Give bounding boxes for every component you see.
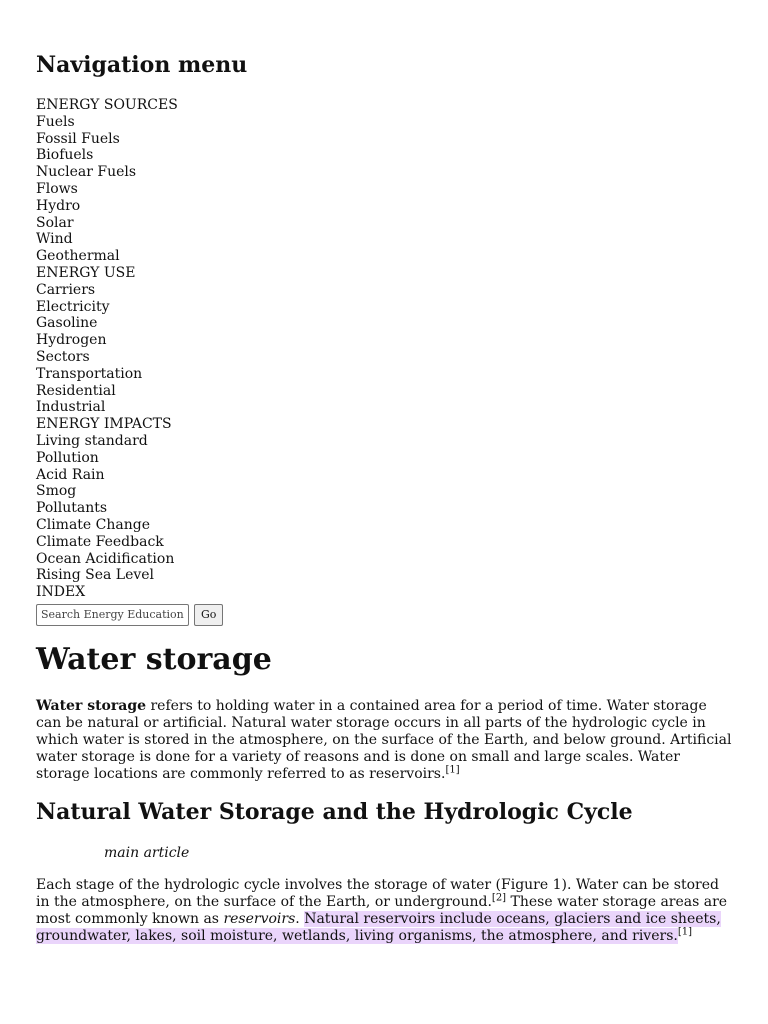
nav-item-carriers[interactable]: Carriers: [36, 281, 96, 298]
nav-heading: Navigation menu: [36, 52, 248, 78]
nav-item-rising-sea-level[interactable]: Rising Sea Level: [36, 567, 155, 584]
nav-item-pollution[interactable]: Pollution: [36, 449, 99, 466]
nav-item-acid-rain[interactable]: Acid Rain: [36, 466, 105, 483]
highlighted-text: Natural reservoirs include oceans, glaciers and ice sheets, groundwater, lakes, soil moisture, wetlands, living organisms, the atmosphere, and rivers.: [36, 910, 721, 944]
nav-item-solar[interactable]: Solar: [36, 214, 74, 231]
nav-item-hydrogen[interactable]: Hydrogen: [36, 332, 107, 349]
nav-item-electricity[interactable]: Electricity: [36, 298, 110, 315]
nav-item-climate-feedback[interactable]: Climate Feedback: [36, 533, 164, 550]
nav-item-living-standard[interactable]: Living standard: [36, 432, 148, 449]
nav-item-transportation[interactable]: Transportation: [36, 365, 143, 382]
nav-item-wind[interactable]: Wind: [36, 231, 73, 248]
nav-item-index[interactable]: INDEX: [36, 584, 86, 601]
nav-item-nuclear-fuels[interactable]: Nuclear Fuels: [36, 164, 137, 181]
nav-item-ocean-acidification[interactable]: Ocean Acidification: [36, 550, 175, 567]
nav-item-biofuels[interactable]: Biofuels: [36, 147, 94, 164]
nav-item-climate-change[interactable]: Climate Change: [36, 516, 150, 533]
section-title: Natural Water Storage and the Hydrologic Cycle: [36, 798, 633, 825]
search-form: [36, 603, 732, 627]
page-title: Water storage: [36, 641, 272, 677]
nav-item-gasoline[interactable]: Gasoline: [36, 315, 98, 332]
section-text-1: Each stage of the hydrologic cycle involves the storage of water (Figure 1). Water can be stored in the atmosphere, on the surface of the Earth, or underground.: [36, 876, 719, 910]
nav-item-residential[interactable]: Residential: [36, 382, 116, 399]
intro-paragraph: [36, 698, 732, 783]
nav-item-fuels[interactable]: Fuels: [36, 113, 75, 130]
go-button[interactable]: Go: [194, 604, 223, 626]
reference-link[interactable]: [1]: [445, 764, 460, 776]
nav-item-flows[interactable]: Flows: [36, 180, 78, 197]
nav-item-energy-impacts[interactable]: ENERGY IMPACTS: [36, 416, 172, 433]
reference-link[interactable]: [2]: [491, 892, 507, 904]
nav-item-industrial[interactable]: Industrial: [36, 399, 106, 416]
nav-item-energy-use[interactable]: ENERGY USE: [36, 264, 136, 281]
reference-link[interactable]: [1]: [677, 926, 692, 938]
nav-item-geothermal[interactable]: Geothermal: [36, 248, 120, 265]
nav-item-hydro[interactable]: Hydro: [36, 197, 81, 214]
nav-item-sectors[interactable]: Sectors: [36, 348, 90, 365]
intro-term: Water storage: [36, 697, 147, 714]
navigation-menu: [36, 97, 732, 601]
nav-item-smog[interactable]: Smog: [36, 483, 77, 500]
nav-item-pollutants[interactable]: Pollutants: [36, 500, 108, 517]
nav-item-energy-sources[interactable]: ENERGY SOURCES: [36, 97, 178, 113]
intro-text: refers to holding water in a contained area for a period of time. Water storage can be natural or artificial. Natural water storage occurs in all parts of the hydrologic cycle in which water is stored in the atmosphere, on the surface of the Earth, and below ground. Artificial water storage is done for a variety of reasons and is done on small and large scales. Water storage locations are commonly referred to as reservoirs.: [36, 697, 732, 782]
search-input[interactable]: [36, 604, 189, 626]
main-article-note: main article: [104, 844, 190, 861]
nav-item-fossil-fuels[interactable]: Fossil Fuels: [36, 130, 120, 147]
section-text-3: .: [295, 910, 305, 927]
section-paragraph: [36, 877, 732, 945]
section-text-2: These water storage areas are most commonly known as: [36, 893, 728, 927]
reservoirs-term: reservoirs: [223, 910, 296, 927]
